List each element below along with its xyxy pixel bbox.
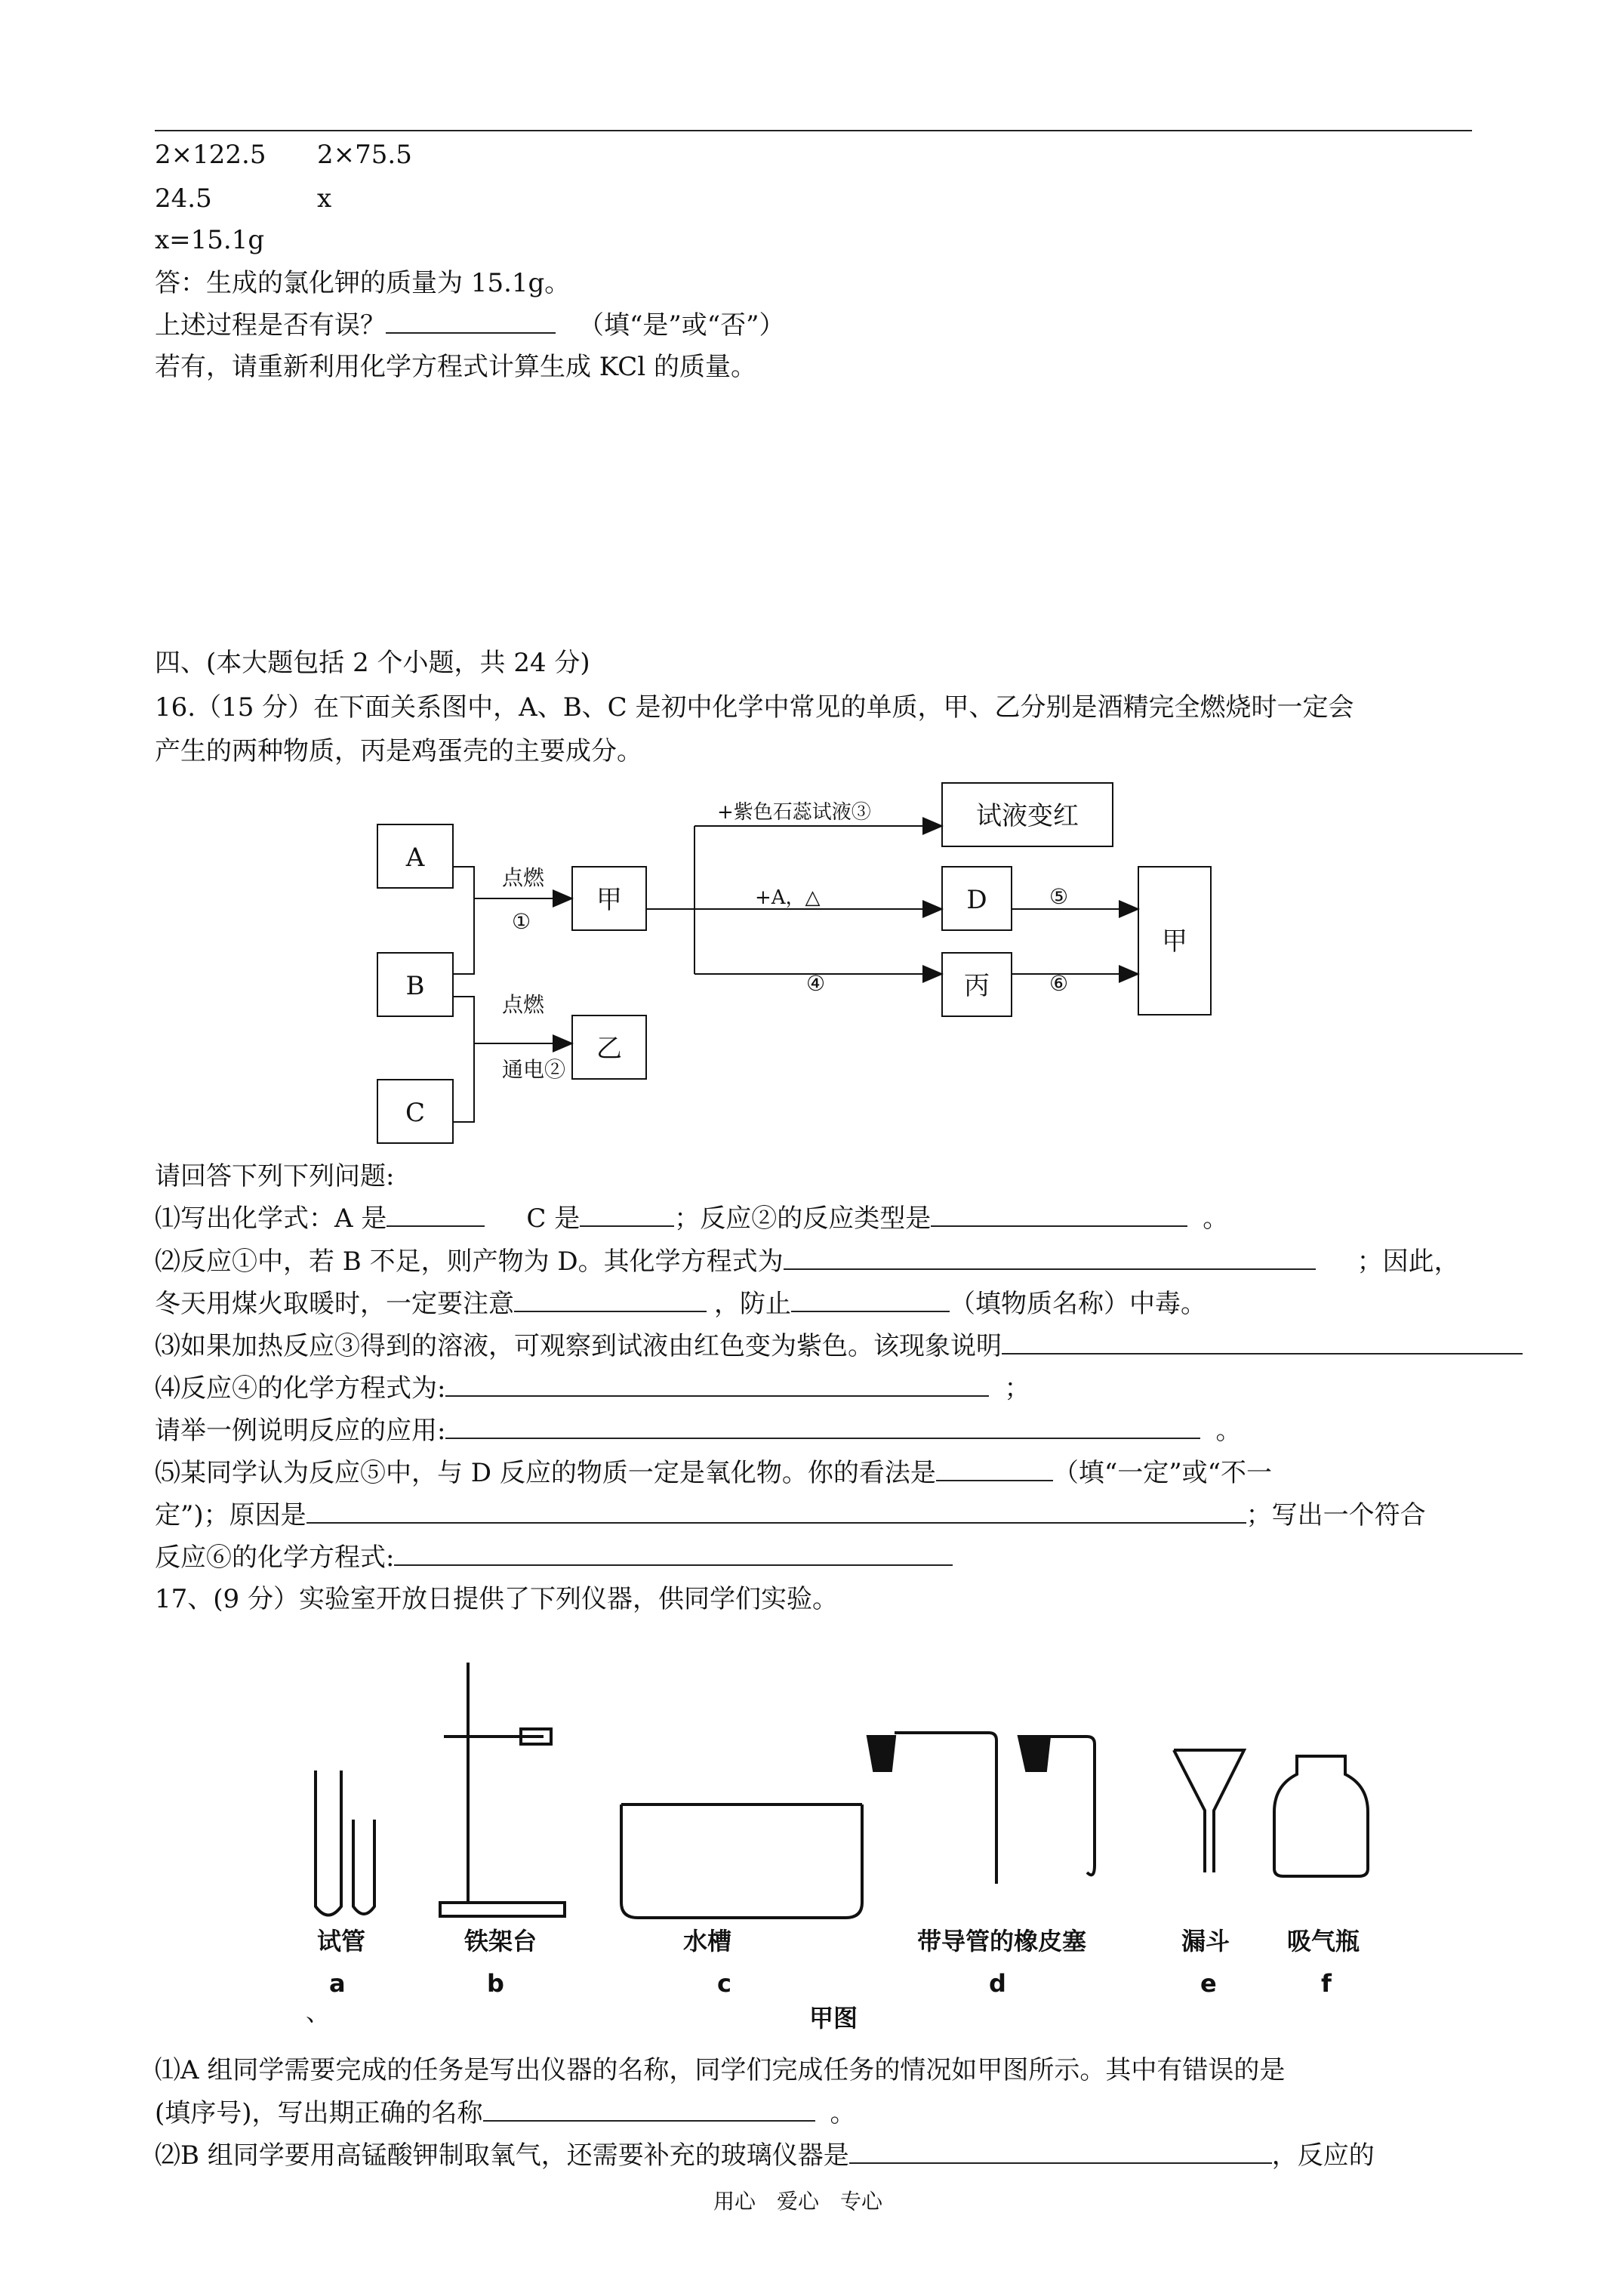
q16-p5-a: ⑸某同学认为反应⑤中，与 D 反应的物质一定是氧化物。你的看法是 bbox=[155, 1458, 936, 1488]
q16-prompt: 请回答下列下列问题: bbox=[155, 1161, 395, 1191]
q16-p5-e: 反应⑥的化学方程式: bbox=[155, 1542, 395, 1573]
label-yi: 乙 bbox=[596, 1034, 622, 1064]
calc-answer: 答：生成的氯化钾的质量为 15.1g。 bbox=[155, 268, 571, 298]
q16-p1-c: ；反应②的反应类型是 bbox=[674, 1203, 932, 1234]
label-reaction-6: ⑥ bbox=[1049, 971, 1069, 996]
blank-correct-name[interactable] bbox=[483, 2097, 815, 2122]
apparatus-name-a: 试管 bbox=[317, 1927, 366, 1955]
label-burn-1: 点燃 bbox=[502, 865, 545, 890]
question-error-text: 上述过程是否有误？ bbox=[155, 310, 386, 341]
q17-p1-b: (填序号)，写出期正确的名称 bbox=[155, 2098, 483, 2128]
q17-part-1b bbox=[155, 2097, 856, 2128]
water-trough bbox=[621, 1804, 862, 1918]
q16-intro-2: 产生的两种物质，丙是鸡蛋壳的主要成分。 bbox=[155, 736, 642, 766]
q17-part-2 bbox=[155, 2140, 1375, 2171]
apparatus-name-e: 漏斗 bbox=[1181, 1927, 1230, 1955]
gas-bottle bbox=[1274, 1756, 1368, 1876]
test-tube-large bbox=[316, 1771, 341, 1915]
q16-p2-d: ，防止 bbox=[714, 1289, 791, 1319]
label-c: C bbox=[405, 1098, 426, 1128]
label-bing: 丙 bbox=[964, 971, 990, 1001]
label-jia: 甲 bbox=[596, 885, 622, 915]
q16-p2-e: （填物质名称）中毒。 bbox=[950, 1289, 1206, 1319]
q17-p1-end: 。 bbox=[830, 2098, 856, 2128]
label-d: D bbox=[966, 885, 987, 915]
label-plus-a-heat: +A，△ bbox=[755, 886, 821, 909]
label-reaction-5: ⑤ bbox=[1049, 884, 1069, 909]
section-title: 四、(本大题包括 2 个小题，共 24 分) bbox=[155, 648, 590, 678]
q17-part-1a: ⑴A 组同学需要完成的任务是写出仪器的名称，同学们完成任务的情况如甲图所示。其中有错误的是 bbox=[155, 2055, 1286, 2085]
q16-p1-b: C 是 bbox=[526, 1203, 581, 1234]
page-footer: 用心 爱心 专心 bbox=[713, 2189, 883, 2214]
q16-p4-d: 。 bbox=[1215, 1416, 1242, 1446]
calc-line-1b: 2×75.5 bbox=[317, 140, 412, 170]
label-electrolysis: 通电② bbox=[502, 1057, 566, 1082]
q17-p2-b: ，反应的 bbox=[1271, 2140, 1375, 2171]
q16-p2-b: ；因此， bbox=[1357, 1247, 1460, 1277]
apparatus-letter-b: b bbox=[487, 1969, 504, 1998]
funnel bbox=[1174, 1750, 1244, 1872]
q16-intro-1: 16.（15 分）在下面关系图中，A、B、C 是初中化学中常见的单质，甲、乙分别是酒精完全燃烧时一定会 bbox=[155, 692, 1354, 723]
q16-p4-c: 请举一例说明反应的应用: bbox=[155, 1416, 446, 1446]
calc-line-1a: 2×122.5 bbox=[155, 140, 266, 170]
calc-line-3: x=15.1g bbox=[155, 225, 265, 255]
stand-base bbox=[440, 1903, 565, 1916]
delivery-tube-1 bbox=[895, 1733, 996, 1884]
apparatus-name-b: 铁架台 bbox=[464, 1927, 537, 1955]
apparatus-name-f: 吸气瓶 bbox=[1287, 1927, 1360, 1955]
question-recalc: 若有，请重新利用化学方程式计算生成 KCl 的质量。 bbox=[155, 352, 756, 382]
apparatus-name-d: 带导管的橡皮塞 bbox=[917, 1927, 1087, 1955]
q16-p4-a: ⑷反应④的化学方程式为: bbox=[155, 1373, 446, 1404]
q16-p5-b: （填“一定”或“不一 bbox=[1052, 1458, 1273, 1488]
question-error-hint: （填“是”或“否”） bbox=[578, 310, 785, 341]
label-jia-right: 甲 bbox=[1162, 926, 1187, 957]
label-b: B bbox=[405, 971, 425, 1001]
q16-p2-c: 冬天用煤火取暖时，一定要注意 bbox=[155, 1289, 514, 1319]
label-reaction-1: ① bbox=[512, 909, 531, 934]
rubber-stopper-1 bbox=[868, 1737, 895, 1771]
q16-p5-c: 定”)；原因是 bbox=[155, 1500, 306, 1530]
q16-p2-a: ⑵反应①中，若 B 不足，则产物为 D。其化学方程式为 bbox=[155, 1247, 784, 1277]
figure-caption: 甲图 bbox=[809, 2004, 858, 2032]
q16-p5-d: ；写出一个符合 bbox=[1246, 1500, 1426, 1530]
q16-p3: ⑶如果加热反应③得到的溶液，可观察到试液由红色变为紫色。该现象说明 bbox=[155, 1331, 1002, 1361]
apparatus-letter-c: c bbox=[717, 1969, 731, 1998]
stray-mark: 、 bbox=[306, 1998, 331, 2026]
label-burn-2: 点燃 bbox=[502, 992, 545, 1017]
label-a: A bbox=[405, 843, 425, 873]
q16-p4-b: ； bbox=[1004, 1373, 1030, 1404]
apparatus-letter-f: f bbox=[1321, 1969, 1332, 1998]
apparatus-letter-a: a bbox=[329, 1969, 346, 1998]
calc-line-2a: 24.5 bbox=[155, 183, 212, 214]
apparatus-letter-e: e bbox=[1200, 1969, 1217, 1998]
label-reaction-4: ④ bbox=[806, 971, 826, 996]
rubber-stopper-2 bbox=[1019, 1737, 1049, 1771]
apparatus-letter-d: d bbox=[989, 1969, 1006, 1998]
q16-p1-a: ⑴写出化学式：A 是 bbox=[155, 1203, 387, 1234]
q16-p1-end: 。 bbox=[1203, 1203, 1229, 1234]
q17-intro: 17、(9 分）实验室开放日提供了下列仪器，供同学们实验。 bbox=[155, 1584, 838, 1614]
label-turn-red: 试液变红 bbox=[976, 801, 1079, 831]
label-litmus: +紫色石蕊试液③ bbox=[717, 801, 871, 824]
blank-glass-apparatus[interactable] bbox=[849, 2140, 1272, 2164]
calc-line-2b: x bbox=[317, 183, 332, 214]
test-tube-small bbox=[353, 1820, 374, 1914]
apparatus-name-c: 水槽 bbox=[683, 1927, 732, 1955]
delivery-tube-2 bbox=[1049, 1737, 1095, 1875]
q17-p2-a: ⑵B 组同学要用高锰酸钾制取氧气，还需要补充的玻璃仪器是 bbox=[155, 2140, 849, 2171]
